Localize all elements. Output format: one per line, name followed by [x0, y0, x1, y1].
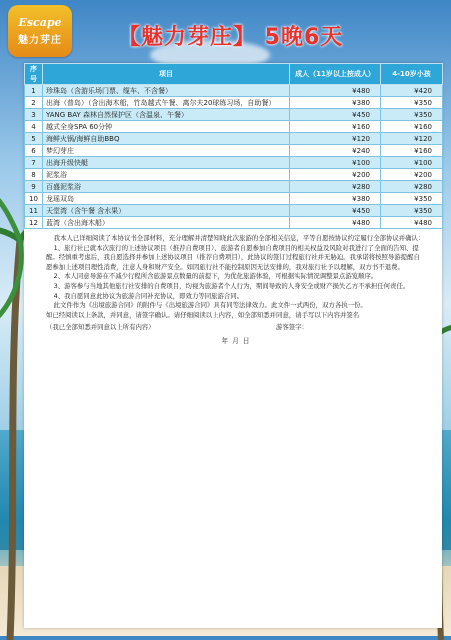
row-child-price: ¥280: [381, 181, 443, 193]
table-row: [25, 193, 443, 205]
row-item: 越式全身SPA 60分钟: [43, 121, 290, 133]
row-number: 5: [25, 133, 43, 145]
header: [0, 0, 451, 62]
page-title: 【魅力芽庄】 5晚6天: [118, 25, 344, 50]
table-body: [25, 85, 443, 229]
table-row: [25, 169, 443, 181]
table-header-row: [25, 64, 443, 85]
row-item: 海鲜火锅/海鲜自助BBQ: [43, 133, 290, 145]
row-adult-price: ¥240: [290, 145, 381, 157]
row-child-price: ¥420: [381, 85, 443, 97]
row-item: 珍珠岛（含游乐场门票、缆车、不含餐）: [43, 85, 290, 97]
row-child-price: ¥350: [381, 205, 443, 217]
row-item: 百盛泥浆浴: [43, 181, 290, 193]
agreement-clause-3: 3、游客参与当地其他旅行社安排的自费项目，均视为旅游者个人行为，期间导致的人身安全或财产损失乙方不承担任何责任。: [53, 282, 410, 291]
row-child-price: ¥200: [381, 169, 443, 181]
row-number: 10: [25, 193, 43, 205]
row-child-price: ¥350: [381, 109, 443, 121]
row-adult-price: ¥280: [290, 181, 381, 193]
column-header-child-price: 4-10岁小孩: [381, 64, 443, 85]
agreement-clause-1: 1、旅行社已就本次旅行的上述协议项目（推荐自费项目）、旅游者自愿参加自费项目的相关权益及风险对我进行了全面的告知、提醒。经慎重考虑后，我自愿选择并参加上述协议项目（推荐自费项目），此协议的签订过程旅行社并无胁迫。我承诺将按照导游提醒自愿参加上述项目理性消费，注意人身和财产安全。如因旅行社不能控制原因无法安排的，我对旅行社予以理解，双方书不退费。: [46, 243, 420, 271]
logo-subtext: 魅力芽庄: [18, 35, 62, 46]
column-header-no: 序号: [25, 64, 43, 85]
row-item: 梦幻芽庄: [43, 145, 290, 157]
agree-note: （我已全部知悉并同意以上所有内容）: [46, 323, 155, 332]
agreement-document: [24, 63, 442, 628]
agreement-clause-6: 如已经阅读以上条款，并同意，请签字确认。请仔细阅读以上内容，如全部知悉并同意，请手写以下内容并签名: [46, 310, 360, 319]
row-number: 12: [25, 217, 43, 229]
row-item: 天堂湾（含午餐 含水果）: [43, 205, 290, 217]
row-number: 7: [25, 157, 43, 169]
row-number: 3: [25, 109, 43, 121]
table-row: [25, 145, 443, 157]
row-adult-price: ¥380: [290, 193, 381, 205]
row-number: 8: [25, 169, 43, 181]
row-child-price: ¥120: [381, 133, 443, 145]
price-table: [24, 63, 443, 229]
agreement-text: [46, 234, 426, 347]
row-adult-price: ¥450: [290, 109, 381, 121]
row-adult-price: ¥480: [290, 85, 381, 97]
row-adult-price: ¥480: [290, 217, 381, 229]
agreement-clause-4: 4、我自愿同意此协议为旅游合同补充协议，即效力等同旅游合同。: [53, 291, 244, 300]
row-item: 泥浆浴: [43, 169, 290, 181]
row-item: 蓝湾（含出海木船）: [43, 217, 290, 229]
row-adult-price: ¥200: [290, 169, 381, 181]
column-header-item: 项目: [43, 64, 290, 85]
column-header-adult-price: 成人（11岁以上按成人）: [290, 64, 381, 85]
row-child-price: ¥350: [381, 97, 443, 109]
row-item: YANG BAY 森林自然保护区（含温泉、午餐）: [43, 109, 290, 121]
table-row: [25, 85, 443, 97]
row-child-price: ¥160: [381, 121, 443, 133]
row-child-price: ¥480: [381, 217, 443, 229]
row-item: 出海升级快艇: [43, 157, 290, 169]
row-number: 9: [25, 181, 43, 193]
table-row: [25, 97, 443, 109]
row-child-price: ¥350: [381, 193, 443, 205]
table-row: [25, 133, 443, 145]
table-row: [25, 109, 443, 121]
signature-row: [46, 323, 426, 333]
row-adult-price: ¥160: [290, 121, 381, 133]
row-number: 2: [25, 97, 43, 109]
row-adult-price: ¥380: [290, 97, 381, 109]
table-row: [25, 157, 443, 169]
row-adult-price: ¥450: [290, 205, 381, 217]
table-row: [25, 181, 443, 193]
escape-logo: [8, 5, 72, 57]
agreement-clause-5: 此文件作为《出境旅游合同》的附件与《出境旅游合同》具有同等法律效力。此文件一式两份，双方各执一份。: [53, 301, 367, 310]
row-item: 龙瑶双岛: [43, 193, 290, 205]
table-row: [25, 205, 443, 217]
logo-text: Escape: [18, 16, 62, 29]
table-row: [25, 121, 443, 133]
row-number: 11: [25, 205, 43, 217]
row-item: 出海（普岛）（含出海木船，竹岛越式午餐、离尔夫20球练习场，自助餐）: [43, 97, 290, 109]
row-number: 1: [25, 85, 43, 97]
agreement-intro: 我本人已详细阅读了本协议书全部材料，充分理解并清楚知晓此次旅游的全部相关信息，平等自愿按协议约定履行全部协议并确认：: [53, 234, 425, 242]
date-label: 年 月 日: [221, 337, 251, 346]
signature-label: 游客签字：: [276, 323, 308, 332]
row-adult-price: ¥120: [290, 133, 381, 145]
row-number: 6: [25, 145, 43, 157]
row-child-price: ¥160: [381, 145, 443, 157]
row-child-price: ¥100: [381, 157, 443, 169]
row-adult-price: ¥100: [290, 157, 381, 169]
row-number: 4: [25, 121, 43, 133]
agreement-clause-2: 2、本人同意导游在不减少行程所含旅游景点数量的前提下，为优化旅游体验，可根据实际情况调整景点游览顺序。: [53, 272, 378, 281]
table-row: [25, 217, 443, 229]
